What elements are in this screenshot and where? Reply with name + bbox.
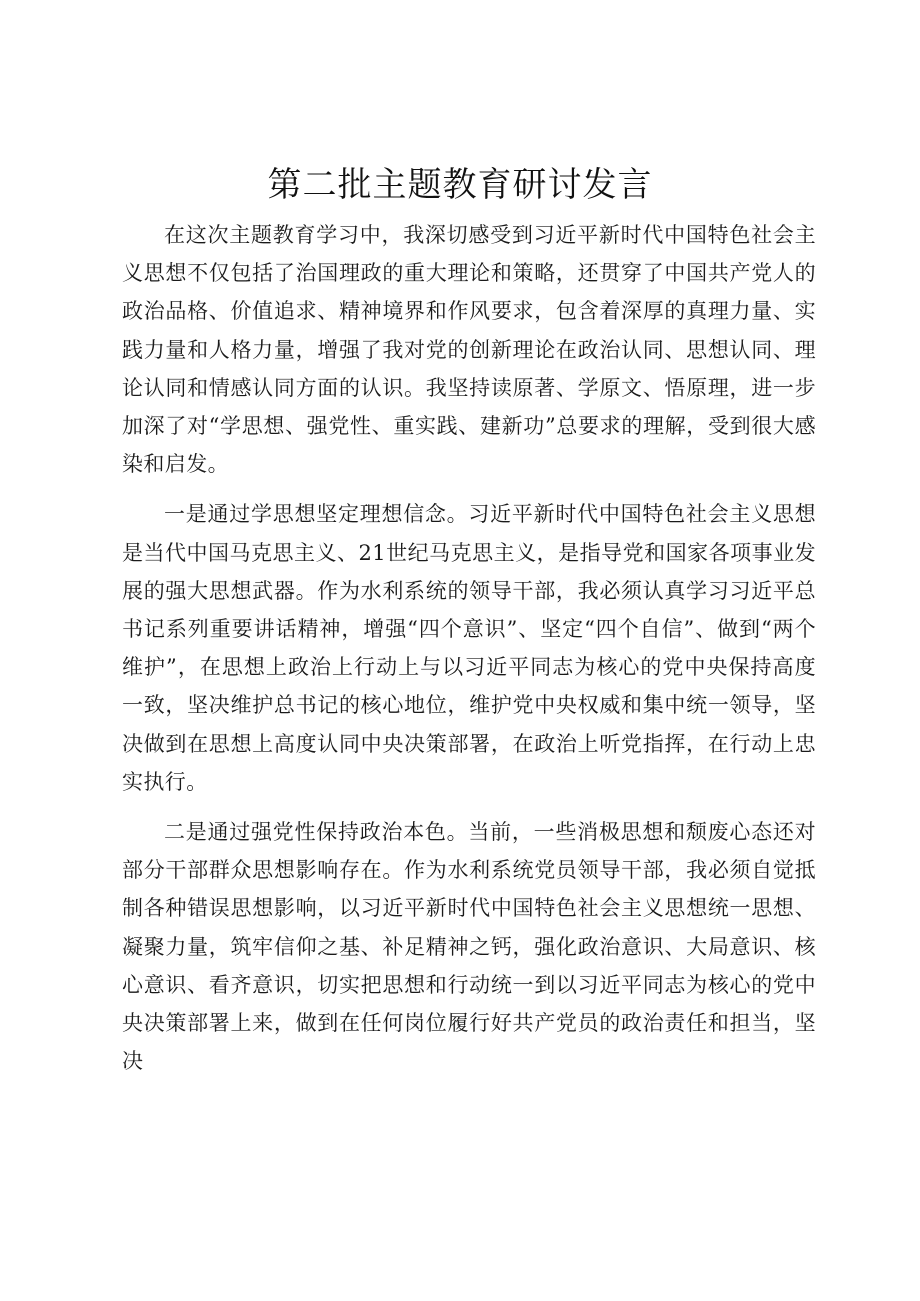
document-title: 第二批主题教育研讨发言: [267, 165, 653, 205]
paragraph-intro: 在这次主题教育学习中，我深切感受到习近平新时代中国特色社会主义思想不仅包括了治国理政的重大理论和策略，还贯穿了中国共产党人的政治品格、价值追求、精神境界和作风要求，包含着深厚的真理力量、实践力量和人格力量，增强了我对党的创新理论在政治认同、思想认同、理论认同和情感认同方面的认识。我坚持读原著、学原文、悟原理，进一步加深了对“学思想、强党性、重实践、建新功”总要求的理解，受到很大感染和启发。: [122, 223, 816, 477]
paragraph-point-one: 一是通过学思想坚定理想信念。习近平新时代中国特色社会主义思想是当代中国马克思主义、21世纪马克思主义，是指导党和国家各项事业发展的强大思想武器。作为水利系统的领导干部，我必须认真学习习近平总书记系列重要讲话精神，增强“四个意识”、坚定“四个自信”、做到“两个维护”，在思想上政治上行动上与以习近平同志为核心的党中央保持高度一致，坚决维护总书记的核心地位，维护党中央权威和集中统一领导，坚决做到在思想上高度认同中央决策部署，在政治上听党指挥，在行动上忠实执行。: [122, 502, 816, 794]
paragraph-point-two: 二是通过强党性保持政治本色。当前，一些消极思想和颓废心态还对部分干部群众思想影响存在。作为水利系统党员领导干部，我必须自觉抵制各种错误思想影响，以习近平新时代中国特色社会主义思想统一思想、凝聚力量，筑牢信仰之基、补足精神之钙，强化政治意识、大局意识、核心意识、看齐意识，切实把思想和行动统一到以习近平同志为核心的党中央决策部署上来，做到在任何岗位履行好共产党员的政治责任和担当，坚决: [122, 820, 816, 1074]
document-body: [122, 216, 816, 1092]
